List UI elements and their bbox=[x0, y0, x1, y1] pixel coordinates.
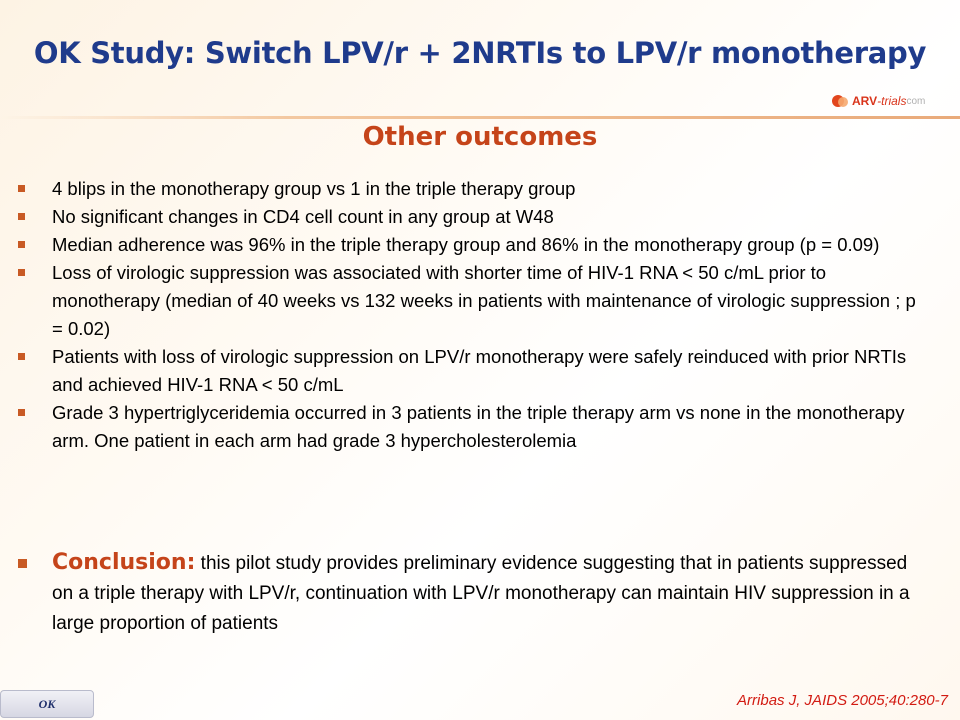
title-divider bbox=[0, 116, 960, 119]
logo-text-com: com bbox=[906, 95, 926, 107]
bullet-square-icon bbox=[18, 213, 25, 220]
bullet-text: No significant changes in CD4 cell count in any group at W48 bbox=[52, 206, 554, 227]
conclusion-lead: Conclusion: bbox=[52, 550, 196, 575]
list-item bbox=[18, 259, 918, 343]
bullet-text: Loss of virologic suppression was associated with shorter time of HIV-1 RNA < 50 c/mL prior to monotherapy (median of 40 weeks vs 132 weeks in patients with maintenance of virologic suppression ; p = 0.02) bbox=[52, 262, 916, 339]
bullet-square-icon bbox=[18, 269, 25, 276]
bullet-square-icon bbox=[18, 241, 25, 248]
list-item bbox=[18, 231, 918, 259]
bullet-square-icon bbox=[18, 409, 25, 416]
bullet-text: Grade 3 hypertriglyceridemia occurred in 3 patients in the triple therapy arm vs none in the monotherapy arm. One patient in each arm had grade 3 hypercholesterolemia bbox=[52, 402, 905, 451]
logo-text-trials: -trials bbox=[877, 94, 907, 108]
list-item bbox=[18, 399, 918, 455]
list-item bbox=[18, 343, 918, 399]
logo-text-arv: ARV bbox=[852, 94, 878, 108]
bullet-text: 4 blips in the monotherapy group vs 1 in the triple therapy group bbox=[52, 178, 576, 199]
bullet-text: Median adherence was 96% in the triple therapy group and 86% in the monotherapy group (p = 0.09) bbox=[52, 234, 880, 255]
ok-study-tab[interactable]: OK bbox=[0, 690, 94, 718]
slide-title: OK Study: Switch LPV/r + 2NRTIs to LPV/r monotherapy bbox=[33, 36, 927, 70]
arv-trials-logo bbox=[832, 92, 925, 110]
conclusion-text: this pilot study provides preliminary evidence suggesting that in patients suppressed on a triple therapy with LPV/r, continuation with LPV/r monotherapy can maintain HIV suppression in a large proportion of patients bbox=[52, 553, 910, 634]
bullet-square-icon bbox=[18, 559, 27, 568]
list-item bbox=[18, 175, 918, 203]
logo-mark-icon bbox=[832, 94, 850, 108]
bullet-square-icon bbox=[18, 353, 25, 360]
bullet-square-icon bbox=[18, 185, 25, 192]
conclusion-paragraph bbox=[18, 548, 918, 639]
citation: Arribas J, JAIDS 2005;40:280-7 bbox=[737, 692, 948, 709]
bullet-text: Patients with loss of virologic suppression on LPV/r monotherapy were safely reinduced with prior NRTIs and achieved HIV-1 RNA < 50 c/mL bbox=[52, 346, 907, 395]
outcomes-list bbox=[18, 175, 918, 455]
section-subtitle: Other outcomes bbox=[362, 122, 598, 152]
list-item bbox=[18, 203, 918, 231]
